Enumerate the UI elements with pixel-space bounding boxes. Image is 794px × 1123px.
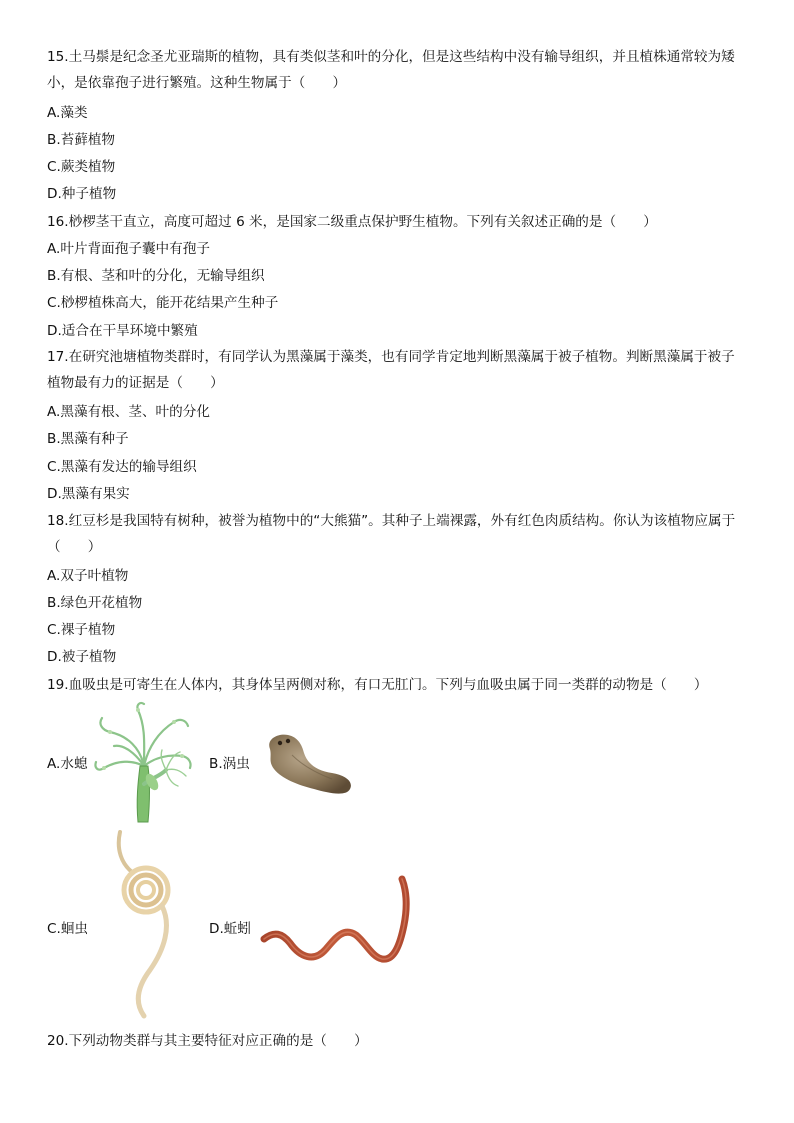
question-15-option-b[interactable]: B.苔藓植物: [47, 132, 116, 148]
question-20-stem: 20.下列动物类群与其主要特征对应正确的是（ ）: [47, 1033, 368, 1049]
question-18-option-b[interactable]: B.绿色开花植物: [47, 595, 143, 611]
question-18-option-c[interactable]: C.裸子植物: [47, 622, 116, 638]
question-18-option-d[interactable]: D.被子植物: [47, 649, 117, 665]
question-17-option-c[interactable]: C.黑藻有发达的输导组织: [47, 459, 197, 475]
question-19-option-a[interactable]: A.水螅: [47, 756, 88, 772]
question-15-stem: 15.土马鬃是纪念圣尤亚瑞斯的植物，具有类似茎和叶的分化，但是这些结构中没有输导组织，并且植株通常较为矮小，是依靠孢子进行繁殖。这种生物属于（ ）: [47, 49, 735, 91]
question-16-option-d[interactable]: D.适合在干旱环境中繁殖: [47, 323, 198, 339]
earthworm-image: [260, 875, 420, 971]
question-17-option-a[interactable]: A.黑藻有根、茎、叶的分化: [47, 404, 210, 420]
question-17-option-b[interactable]: B.黑藻有种子: [47, 431, 129, 447]
question-19-option-c[interactable]: C.蛔虫: [47, 921, 89, 937]
question-18-stem: 18.红豆杉是我国特有树种，被誉为植物中的“大熊猫”。其种子上端裸露，外有红色肉质结构。你认为该植物应属于（ ）: [47, 513, 736, 555]
question-17-option-d[interactable]: D.黑藻有果实: [47, 486, 130, 502]
question-15-option-c[interactable]: C.蕨类植物: [47, 159, 116, 175]
question-19-option-d[interactable]: D.蚯蚓: [209, 921, 251, 937]
question-15-option-a[interactable]: A.藻类: [47, 105, 88, 121]
question-18-option-a[interactable]: A.双子叶植物: [47, 568, 129, 584]
question-19-stem: 19.血吸虫是可寄生在人体内，其身体呈两侧对称，有口无肛门。下列与血吸虫属于同一类群的动物是（ ）: [47, 677, 708, 693]
roundworm-image: [102, 830, 192, 1020]
planarian-image: [262, 731, 356, 801]
question-19-option-b[interactable]: B.涡虫: [209, 756, 250, 772]
question-15-option-d[interactable]: D.种子植物: [47, 186, 117, 202]
question-16-option-c[interactable]: C.桫椤植株高大，能开花结果产生种子: [47, 295, 279, 311]
hydra-image: [88, 698, 200, 824]
question-17-stem: 17.在研究池塘植物类群时，有同学认为黑藻属于藻类，也有同学肯定地判断黑藻属于被子植物。判断黑藻属于被子植物最有力的证据是（ ）: [47, 349, 735, 391]
question-16-option-b[interactable]: B.有根、茎和叶的分化，无输导组织: [47, 268, 265, 284]
question-16-option-a[interactable]: A.叶片背面孢子囊中有孢子: [47, 241, 210, 257]
question-16-stem: 16.桫椤茎干直立，高度可超过 6 米，是国家二级重点保护野生植物。下列有关叙述正确的是（ ）: [47, 214, 657, 230]
